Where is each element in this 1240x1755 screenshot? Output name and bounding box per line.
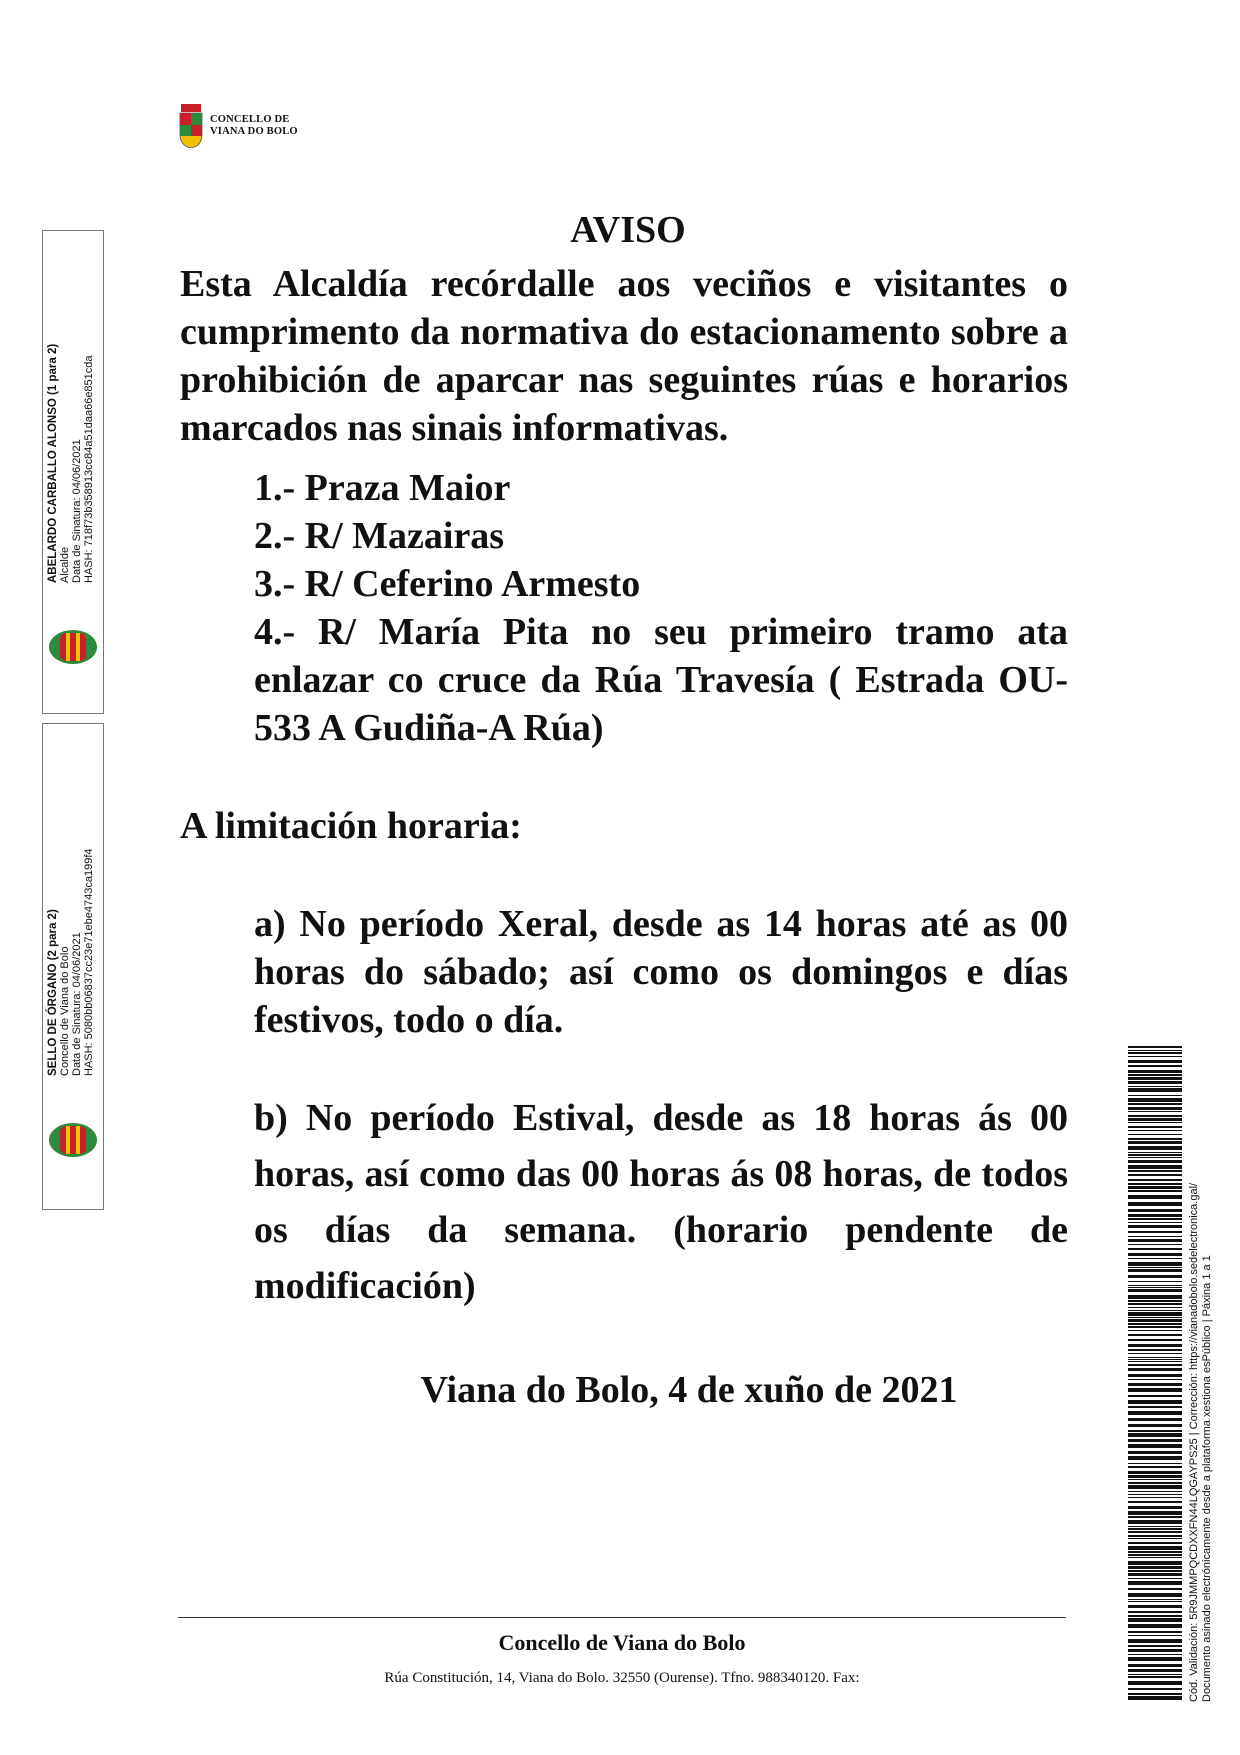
coat-of-arms-icon — [48, 627, 98, 667]
limitation-heading: A limitación horaria: — [180, 805, 522, 847]
barcode-bar — [1128, 1275, 1182, 1278]
barcode-bar — [1128, 1095, 1182, 1096]
signature-role: Alcalde — [59, 546, 71, 583]
barcode-bar — [1128, 1444, 1182, 1448]
barcode-bar — [1128, 1248, 1182, 1250]
barcode-bar — [1128, 1359, 1182, 1360]
barcode-bar — [1128, 1388, 1182, 1392]
barcode-bar — [1128, 1179, 1182, 1181]
barcode-bar — [1128, 1485, 1182, 1489]
barcode-bar — [1128, 1635, 1182, 1636]
coat-of-arms-icon — [48, 1120, 98, 1160]
barcode-bar — [1128, 1267, 1182, 1268]
barcode-bar — [1128, 1103, 1182, 1105]
barcode-bar — [1128, 1479, 1182, 1480]
intro-paragraph: Esta Alcaldía recórdalle aos veciños e visitantes o cumprimento da normativa do estacionamento sobre a prohibición de aparcar nas seguintes rúas e horarios marcados nas sinais informativas. — [180, 263, 1068, 449]
barcode-bar — [1128, 1222, 1182, 1223]
barcode-bar — [1128, 1310, 1182, 1311]
barcode-bar — [1128, 1326, 1182, 1328]
barcode-bar — [1128, 1466, 1182, 1468]
barcode-bar — [1128, 1170, 1182, 1172]
barcode-bar — [1128, 1122, 1182, 1123]
barcode-bar — [1128, 1218, 1182, 1220]
barcode-bar — [1128, 1065, 1182, 1067]
barcode-bar — [1128, 1052, 1182, 1054]
barcode-bar — [1128, 1077, 1182, 1080]
signature-text — [47, 736, 95, 1076]
barcode-bar — [1128, 1081, 1182, 1084]
barcode-bar — [1128, 1506, 1182, 1509]
barcode-bar — [1128, 1411, 1182, 1415]
barcode-bar — [1128, 1669, 1182, 1672]
list-item: 2.- R/ Mazairas — [254, 515, 505, 557]
barcode-bar — [1128, 1645, 1182, 1647]
barcode-bar — [1128, 1554, 1182, 1556]
barcode-bar — [1128, 1138, 1182, 1140]
period-summer: b) No período Estival, desde as 18 horas ás 00 horas, así como das 00 horas ás 08 horas, de todos os días da semana. (horario pendente de modificación) — [254, 1097, 1068, 1307]
barcode-bar — [1128, 1676, 1182, 1678]
barcode-bar — [1128, 1152, 1182, 1153]
barcode-bar — [1128, 1146, 1182, 1150]
signature-hash: HASH: 718f73b358913cc84a51daa66e851cda — [83, 355, 95, 583]
barcode-bar — [1128, 1060, 1182, 1063]
barcode-bar — [1128, 1289, 1182, 1292]
validation-code: Cód. Validación: 5R9JMMPQCDXXFN44LQGAYPS25 | Corrección: https://vianadobolo.sedelectronica.gal/ — [1188, 1182, 1200, 1702]
barcode-bar — [1128, 1285, 1182, 1286]
signature-date: Data de Sinatura: 04/06/2021 — [71, 439, 83, 583]
barcode-bar — [1128, 1497, 1182, 1498]
signature-box-seal — [42, 723, 104, 1210]
barcode-bar — [1128, 1451, 1182, 1454]
barcode-bar — [1128, 1141, 1182, 1144]
barcode-bar — [1128, 1475, 1182, 1478]
barcode-bar — [1128, 1538, 1182, 1539]
barcode-bar — [1128, 1501, 1182, 1503]
barcode-bar — [1128, 1406, 1182, 1408]
barcode-bar — [1128, 1134, 1182, 1135]
barcode-bar — [1128, 1570, 1182, 1572]
barcode-bar — [1128, 1618, 1182, 1622]
barcode-bar — [1128, 1588, 1182, 1590]
barcode-bar — [1128, 1190, 1182, 1192]
document-body — [180, 208, 1068, 1412]
validation-text — [1188, 1102, 1214, 1702]
streets-list — [254, 464, 1068, 752]
barcode-bar — [1128, 1130, 1182, 1131]
barcode-bar — [1128, 1344, 1182, 1347]
barcode-bar — [1128, 1557, 1182, 1558]
barcode-bar — [1128, 1269, 1182, 1272]
barcode-bar — [1128, 1157, 1182, 1158]
barcode-bar — [1128, 1379, 1182, 1380]
barcode-bar — [1128, 1281, 1182, 1282]
barcode-bar — [1128, 1086, 1182, 1087]
signature-signer: ABELARDO CARBALLO ALONSO (1 para 2) — [47, 343, 59, 583]
barcode-bar — [1128, 1383, 1182, 1386]
barcode-bar — [1128, 1295, 1182, 1299]
barcode-bar — [1128, 1262, 1182, 1266]
barcode-bar — [1128, 1657, 1182, 1661]
barcode-bar — [1128, 1581, 1182, 1585]
barcode-bar — [1128, 1258, 1182, 1259]
barcode-bar — [1128, 1225, 1182, 1228]
document-title: AVISO — [570, 209, 686, 251]
barcode-bar — [1128, 1050, 1182, 1051]
barcode-bar — [1128, 1624, 1182, 1628]
barcode-bar — [1128, 1400, 1182, 1404]
barcode-bar — [1128, 1615, 1182, 1617]
barcode-bar — [1128, 1526, 1182, 1527]
barcode-bar — [1128, 1631, 1182, 1633]
barcode-bar — [1128, 1456, 1182, 1460]
barcode-bar — [1128, 1307, 1182, 1308]
barcode-bar — [1128, 1300, 1182, 1302]
barcode-bar — [1128, 1573, 1182, 1576]
barcode-bar — [1128, 1334, 1182, 1336]
barcode-bar — [1128, 1491, 1182, 1492]
barcode-bar — [1128, 1566, 1182, 1569]
barcode-bar — [1128, 1174, 1182, 1176]
barcode-bar — [1128, 1349, 1182, 1351]
barcode-bar — [1128, 1593, 1182, 1597]
logo-line-2: VIANA DO BOLO — [210, 126, 298, 137]
barcode-bar — [1128, 1357, 1182, 1358]
barcode-bar — [1128, 1239, 1182, 1242]
barcode-bar — [1128, 1319, 1182, 1322]
barcode-bar — [1128, 1186, 1182, 1189]
barcode-bar — [1128, 1236, 1182, 1237]
barcode-bar — [1128, 1126, 1182, 1128]
barcode-bar — [1128, 1253, 1182, 1256]
barcode-bar — [1128, 1287, 1182, 1288]
barcode-bar — [1128, 1353, 1182, 1354]
barcode-bar — [1128, 1551, 1182, 1553]
signature-date: Data de Sinatura: 04/06/2021 — [71, 932, 83, 1076]
barcode-bar — [1128, 1231, 1182, 1233]
barcode-bar — [1128, 1696, 1182, 1700]
barcode-bar — [1128, 1649, 1182, 1652]
barcode-bar — [1128, 1511, 1182, 1515]
validation-platform: Documento asinado electrónicamente desde a plataforma xestiona esPúblico | Páxina 1 a 1 — [1201, 1255, 1213, 1702]
barcode-bar — [1128, 1165, 1182, 1169]
barcode-bar — [1128, 1244, 1182, 1245]
barcode-bar — [1128, 1098, 1182, 1102]
barcode-bar — [1128, 1312, 1182, 1316]
barcode-bar — [1128, 1154, 1182, 1156]
barcode-bar — [1128, 1561, 1182, 1565]
barcode-bar — [1128, 1674, 1182, 1675]
barcode-bar — [1128, 1433, 1182, 1437]
barcode-bar — [1128, 1209, 1182, 1212]
barcode-bar — [1128, 1070, 1182, 1073]
barcode-bar — [1128, 1430, 1182, 1432]
barcode-bar — [1128, 1303, 1182, 1305]
barcode-bar — [1128, 1368, 1182, 1371]
barcode-bar — [1128, 1546, 1182, 1550]
barcode-bar — [1128, 1601, 1182, 1602]
barcode-bar — [1128, 1214, 1182, 1217]
signature-role: Concello de Viana do Bolo — [59, 946, 71, 1076]
barcode-bar — [1128, 1516, 1182, 1518]
barcode-bar — [1128, 1528, 1182, 1530]
signature-box-mayor — [42, 230, 104, 714]
footer-address: Rúa Constitución, 14, Viana do Bolo. 32550 (Ourense). Tfno. 988340120. Fax: — [384, 1670, 860, 1686]
barcode-bar — [1128, 1323, 1182, 1325]
barcode-bar — [1128, 1520, 1182, 1524]
barcode-icon — [1128, 1046, 1182, 1701]
barcode-bar — [1128, 1361, 1182, 1362]
barcode-bar — [1128, 1330, 1182, 1331]
barcode-bar — [1128, 1374, 1182, 1377]
barcode-bar — [1128, 1639, 1182, 1643]
barcode-bar — [1128, 1688, 1182, 1690]
barcode-bar — [1128, 1494, 1182, 1495]
barcode-bar — [1128, 1115, 1182, 1117]
header-logo — [178, 104, 298, 148]
document-date: Viana do Bolo, 4 de xuño de 2021 — [420, 1369, 958, 1411]
barcode-bar — [1128, 1418, 1182, 1421]
barcode-bar — [1128, 1056, 1182, 1057]
barcode-bar — [1128, 1160, 1182, 1163]
barcode-bar — [1128, 1531, 1182, 1533]
barcode-bar — [1128, 1463, 1182, 1464]
barcode-bar — [1128, 1664, 1182, 1667]
signature-signer: SELLO DE ÓRGANO (2 para 2) — [47, 909, 59, 1076]
barcode-bar — [1128, 1605, 1182, 1608]
barcode-bar — [1128, 1681, 1182, 1685]
barcode-bar — [1128, 1111, 1182, 1112]
barcode-bar — [1128, 1599, 1182, 1600]
barcode-bar — [1128, 1611, 1182, 1613]
barcode-bar — [1128, 1202, 1182, 1206]
footer-divider — [178, 1617, 1066, 1618]
barcode-bar — [1128, 1535, 1182, 1537]
barcode-bar — [1128, 1578, 1182, 1579]
logo-line-1: CONCELLO DE — [210, 114, 290, 125]
period-general: a) No período Xeral, desde as 14 horas até as 00 horas do sábado; así como os domingos e días festivos, todo o día. — [254, 903, 1068, 1041]
coat-of-arms-icon — [178, 104, 204, 148]
barcode-bar — [1128, 1118, 1182, 1121]
barcode-bar — [1128, 1046, 1182, 1048]
barcode-bar — [1128, 1542, 1182, 1544]
signature-hash: HASH: 5080bb06837cc23e71ebe4743ca199f4 — [83, 848, 95, 1076]
barcode-bar — [1128, 1693, 1182, 1695]
barcode-bar — [1128, 1471, 1182, 1474]
barcode-bar — [1128, 1317, 1182, 1318]
barcode-bar — [1128, 1107, 1182, 1110]
barcode-bar — [1128, 1195, 1182, 1199]
barcode-bar — [1128, 1183, 1182, 1185]
barcode-bar — [1128, 1364, 1182, 1366]
barcode-bar — [1128, 1654, 1182, 1655]
barcode-bar — [1128, 1424, 1182, 1427]
barcode-bar — [1128, 1074, 1182, 1076]
list-item: 4.- R/ María Pita no seu primeiro tramo ata enlazar co cruce da Rúa Travesía ( Estrada OU-533 A Gudiña-A Rúa) — [254, 611, 1068, 749]
barcode-bar — [1128, 1439, 1182, 1442]
list-item: 1.- Praza Maior — [254, 467, 511, 509]
barcode-bar — [1128, 1395, 1182, 1397]
barcode-bar — [1128, 1088, 1182, 1092]
list-item: 3.- R/ Ceferino Armesto — [254, 563, 641, 605]
barcode-bar — [1128, 1482, 1182, 1484]
footer-organization: Concello de Viana do Bolo — [498, 1630, 746, 1655]
barcode-bar — [1128, 1339, 1182, 1341]
